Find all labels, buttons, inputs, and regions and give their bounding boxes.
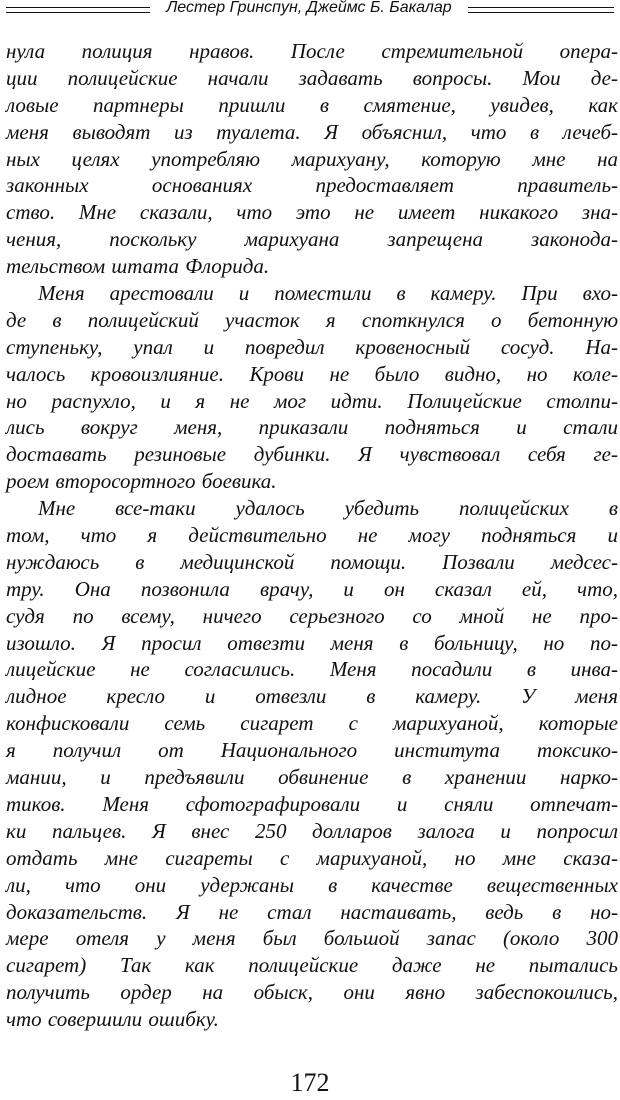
text-line: мере отеля у меня был большой запас (около 300 [6,926,618,951]
text-line: отдать мне сигареты с марихуаной, но мне сказа- [6,845,618,870]
text-line: ли, что они удержаны в качестве вещественных [6,872,618,897]
text-line: получить ордер на обыск, они явно забеспокоились, [6,980,618,1005]
paragraph [6,495,618,1033]
text-line: нуждаюсь в медицинской помощи. Позвали медсес- [6,549,618,574]
header-rule-right-top [468,7,614,8]
text-line: ции полицейские начали задавать вопросы. Мои де- [6,65,618,90]
text-line: ство. Мне сказали, что это не имеет никакого зна- [6,200,618,225]
text-line: меня выводят из туалета. Я объяснил, что в лечеб- [6,119,618,144]
text-line: законных основаниях предоставляет правитель- [6,173,618,198]
header-rule-right-bottom [468,12,614,13]
paragraph [6,38,618,280]
text-line: тиков. Меня сфотографировали и сняли отпечат- [6,791,618,816]
text-line: мании, и предъявили обвинение в хранении нарко- [6,765,618,790]
running-head [0,0,620,22]
paragraph [6,280,618,495]
text-line: чалось кровоизлияние. Крови не было видно, но коле- [6,361,618,386]
text-line: доказательств. Я не стал настаивать, ведь в но- [6,899,618,924]
text-line: что совершили ошибку. [6,1007,219,1032]
text-line: Меня арестовали и поместили в камеру. При вхо- [38,281,618,306]
text-line: я получил от Национального института токсико- [6,738,618,763]
text-line: тру. Она позвонила врачу, и он сказал ей, что, [6,576,618,601]
text-line: ловые партнеры пришли в смятение, увидев, как [6,92,618,117]
text-line: тельством штата Флорида. [6,254,270,279]
text-line: ступеньку, упал и повредил кровеносный сосуд. На- [6,334,618,359]
header-rule-left-top [6,7,150,8]
text-line: доставать резиновые дубинки. Я чувствовал себя ге- [6,442,618,467]
text-line: лись вокруг меня, приказали подняться и стали [6,415,618,440]
header-rule-left-bottom [6,12,150,13]
text-line: чения, поскольку марихуана запрещена законода- [6,227,618,252]
text-line: том, что я действительно не могу подняться и [6,523,618,548]
text-line: ки пальцев. Я внес 250 долларов залога и попросил [6,818,618,843]
text-line: сигарет) Так как полицейские даже не пытались [6,953,618,978]
text-line: нула полиция нравов. После стремительной опера- [6,39,618,63]
body-text [6,38,618,1033]
text-line: лицейские не согласились. Меня посадили в инва- [6,657,618,682]
text-line: Мне все-таки удалось убедить полицейских в [38,496,618,521]
text-line: изошло. Я просил отвезти меня в больницу, но по- [6,630,618,655]
text-line: роем второсортного боевика. [6,469,277,494]
text-line: но распухло, и я не мог идти. Полицейские столпи- [6,388,618,413]
page-number: 172 [290,1068,330,1097]
text-line: де в полицейский участок я споткнулся о бетонную [6,307,618,332]
text-line: судя по всему, ничего серьезного со мной не про- [6,603,618,628]
text-line: конфисковали семь сигарет с марихуаной, которые [6,711,618,736]
text-line: ных целях употребляю марихуану, которую мне на [6,146,618,171]
text-line: лидное кресло и отвезли в камеру. У меня [6,684,618,709]
running-head-authors: Лестер Гринспун, Джеймс Б. Бакалар [166,0,452,16]
